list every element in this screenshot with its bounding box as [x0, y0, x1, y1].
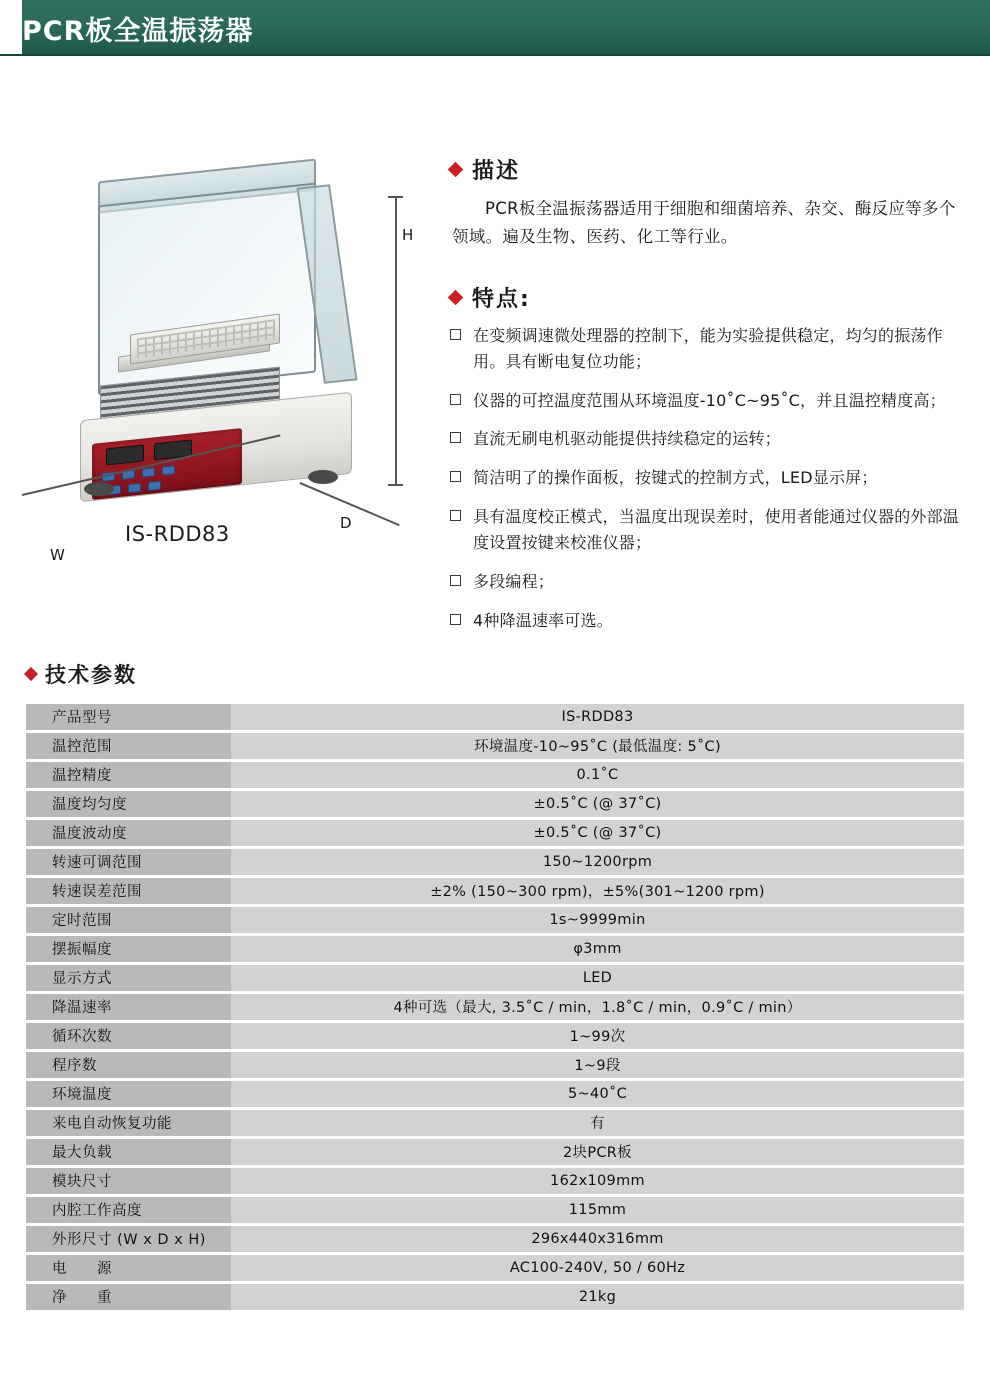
table-row: [26, 791, 964, 817]
spec-key: 转速可调范围: [26, 849, 231, 875]
spec-value: 150~1200rpm: [231, 849, 964, 875]
feature-item: [450, 504, 964, 556]
spec-key: 最大负载: [26, 1139, 231, 1165]
product-model-label: IS-RDD83: [125, 522, 230, 546]
description-body: PCR板全温振荡器适用于细胞和细菌培养、杂交、酶反应等多个领域。遍及生物、医药、化工等行业。: [452, 199, 956, 247]
spec-value: AC100-240V, 50 / 60Hz: [231, 1255, 964, 1281]
spec-key: 温控范围: [26, 733, 231, 759]
spec-value: 1s~9999min: [231, 907, 964, 933]
spec-value: φ3mm: [231, 936, 964, 962]
square-bullet-icon: [450, 471, 461, 482]
spec-value: 115mm: [231, 1197, 964, 1223]
spec-key: 转速误差范围: [26, 878, 231, 904]
diamond-bullet-icon: [448, 162, 464, 178]
square-bullet-icon: [450, 510, 461, 521]
spec-table: [26, 701, 964, 1313]
dimension-tick-h-top: [388, 196, 403, 198]
spec-value: ±0.5˚C (@ 37˚C): [231, 820, 964, 846]
spec-value: ±2% (150~300 rpm)，±5%(301~1200 rpm): [231, 878, 964, 904]
spec-value: LED: [231, 965, 964, 991]
spec-key: 温度均匀度: [26, 791, 231, 817]
spec-value: 4种可选（最大, 3.5˚C / min，1.8˚C / min，0.9˚C / min）: [231, 994, 964, 1020]
spec-key: 程序数: [26, 1052, 231, 1078]
feature-text: 在变频调速微处理器的控制下，能为实验提供稳定，均匀的振荡作用。具有断电复位功能；: [473, 325, 943, 371]
square-bullet-icon: [450, 614, 461, 625]
text-column: [450, 74, 990, 647]
dimension-label-d: D: [340, 514, 352, 532]
page-title: PCR板全温振荡器: [22, 15, 254, 47]
panel-button: [148, 481, 161, 491]
square-bullet-icon: [450, 394, 461, 405]
panel-button: [162, 465, 175, 475]
table-row: [26, 936, 964, 962]
spec-key: 温度波动度: [26, 820, 231, 846]
square-bullet-icon: [450, 432, 461, 443]
spec-value: 有: [231, 1110, 964, 1136]
feature-text: 多段编程；: [473, 572, 555, 592]
header-left-notch: [0, 0, 22, 56]
table-row: [26, 1226, 964, 1252]
spec-key: 显示方式: [26, 965, 231, 991]
description-title: 描述: [472, 159, 521, 184]
table-row: [26, 1139, 964, 1165]
table-row: [26, 1284, 964, 1310]
spec-value: 1~99次: [231, 1023, 964, 1049]
panel-button: [142, 467, 155, 477]
spec-key: 定时范围: [26, 907, 231, 933]
spec-value: 21kg: [231, 1284, 964, 1310]
panel-button: [128, 483, 141, 493]
spec-key: 循环次数: [26, 1023, 231, 1049]
feature-item: [450, 569, 964, 595]
spec-heading: [26, 659, 990, 689]
table-row: [26, 1168, 964, 1194]
spec-value: 5~40˚C: [231, 1081, 964, 1107]
spec-value: 296x440x316mm: [231, 1226, 964, 1252]
product-illustration-column: [0, 74, 450, 647]
features-heading: [450, 282, 964, 313]
feature-text: 仪器的可控温度范围从环境温度-10˚C~95˚C，并且温控精度高；: [473, 390, 946, 410]
feature-text: 简洁明了的操作面板，按键式的控制方式，LED显示屏；: [473, 468, 878, 488]
led-display-left: [106, 444, 144, 465]
feature-item: [450, 323, 964, 375]
spec-value: 1~9段: [231, 1052, 964, 1078]
spec-value: 162x109mm: [231, 1168, 964, 1194]
spec-key: 产品型号: [26, 704, 231, 730]
page-header: [0, 0, 990, 56]
button-row-bottom: [108, 481, 161, 496]
square-bullet-icon: [450, 329, 461, 340]
diamond-bullet-icon: [24, 667, 38, 681]
diamond-bullet-icon: [448, 289, 464, 305]
spec-key: 降温速率: [26, 994, 231, 1020]
spec-key: 外形尺寸 (W x D x H): [26, 1226, 231, 1252]
spec-value: 2块PCR板: [231, 1139, 964, 1165]
spec-value: ±0.5˚C (@ 37˚C): [231, 791, 964, 817]
upper-section: [0, 56, 990, 647]
spec-key: 模块尺寸: [26, 1168, 231, 1194]
spec-key: 摆振幅度: [26, 936, 231, 962]
table-row: [26, 1255, 964, 1281]
spec-value: 环境温度-10~95˚C (最低温度: 5˚C): [231, 733, 964, 759]
table-row: [26, 820, 964, 846]
feature-text: 具有温度校正模式，当温度出现误差时，使用者能通过仪器的外部温度设置按键来校准仪器；: [473, 507, 960, 553]
spec-key: 环境温度: [26, 1081, 231, 1107]
table-row: [26, 878, 964, 904]
table-row: [26, 1081, 964, 1107]
dimension-line-h: [395, 196, 397, 486]
spec-key: 电 源: [26, 1255, 231, 1281]
feature-item: [450, 388, 964, 414]
spec-key: 温控精度: [26, 762, 231, 788]
device-foot: [308, 470, 338, 484]
table-row: [26, 1052, 964, 1078]
table-row: [26, 1197, 964, 1223]
table-row: [26, 762, 964, 788]
table-row: [26, 994, 964, 1020]
dimension-label-h: H: [402, 226, 414, 244]
device-foot: [84, 482, 114, 496]
spec-key: 净 重: [26, 1284, 231, 1310]
feature-item: [450, 608, 964, 634]
product-image: [10, 74, 440, 564]
table-row: [26, 733, 964, 759]
spec-key: 内腔工作高度: [26, 1197, 231, 1223]
table-row: [26, 1023, 964, 1049]
dimension-label-w: W: [50, 546, 65, 564]
square-bullet-icon: [450, 575, 461, 586]
table-row: [26, 849, 964, 875]
spec-value: IS-RDD83: [231, 704, 964, 730]
feature-text: 直流无刷电机驱动能提供持续稳定的运转；: [473, 429, 781, 449]
features-list: [450, 323, 964, 634]
feature-item: [450, 426, 964, 452]
table-row: [26, 1110, 964, 1136]
feature-item: [450, 465, 964, 491]
features-title: 特点:: [472, 286, 531, 312]
table-row: [26, 704, 964, 730]
spec-value: 0.1˚C: [231, 762, 964, 788]
spec-key: 来电自动恢复功能: [26, 1110, 231, 1136]
feature-text: 4种降温速率可选。: [473, 611, 613, 630]
spec-title: 技术参数: [45, 662, 137, 687]
shaker-device-drawing: [70, 184, 370, 514]
table-row: [26, 907, 964, 933]
table-row: [26, 965, 964, 991]
dimension-tick-h-bottom: [388, 484, 403, 486]
description-heading: [450, 154, 964, 185]
